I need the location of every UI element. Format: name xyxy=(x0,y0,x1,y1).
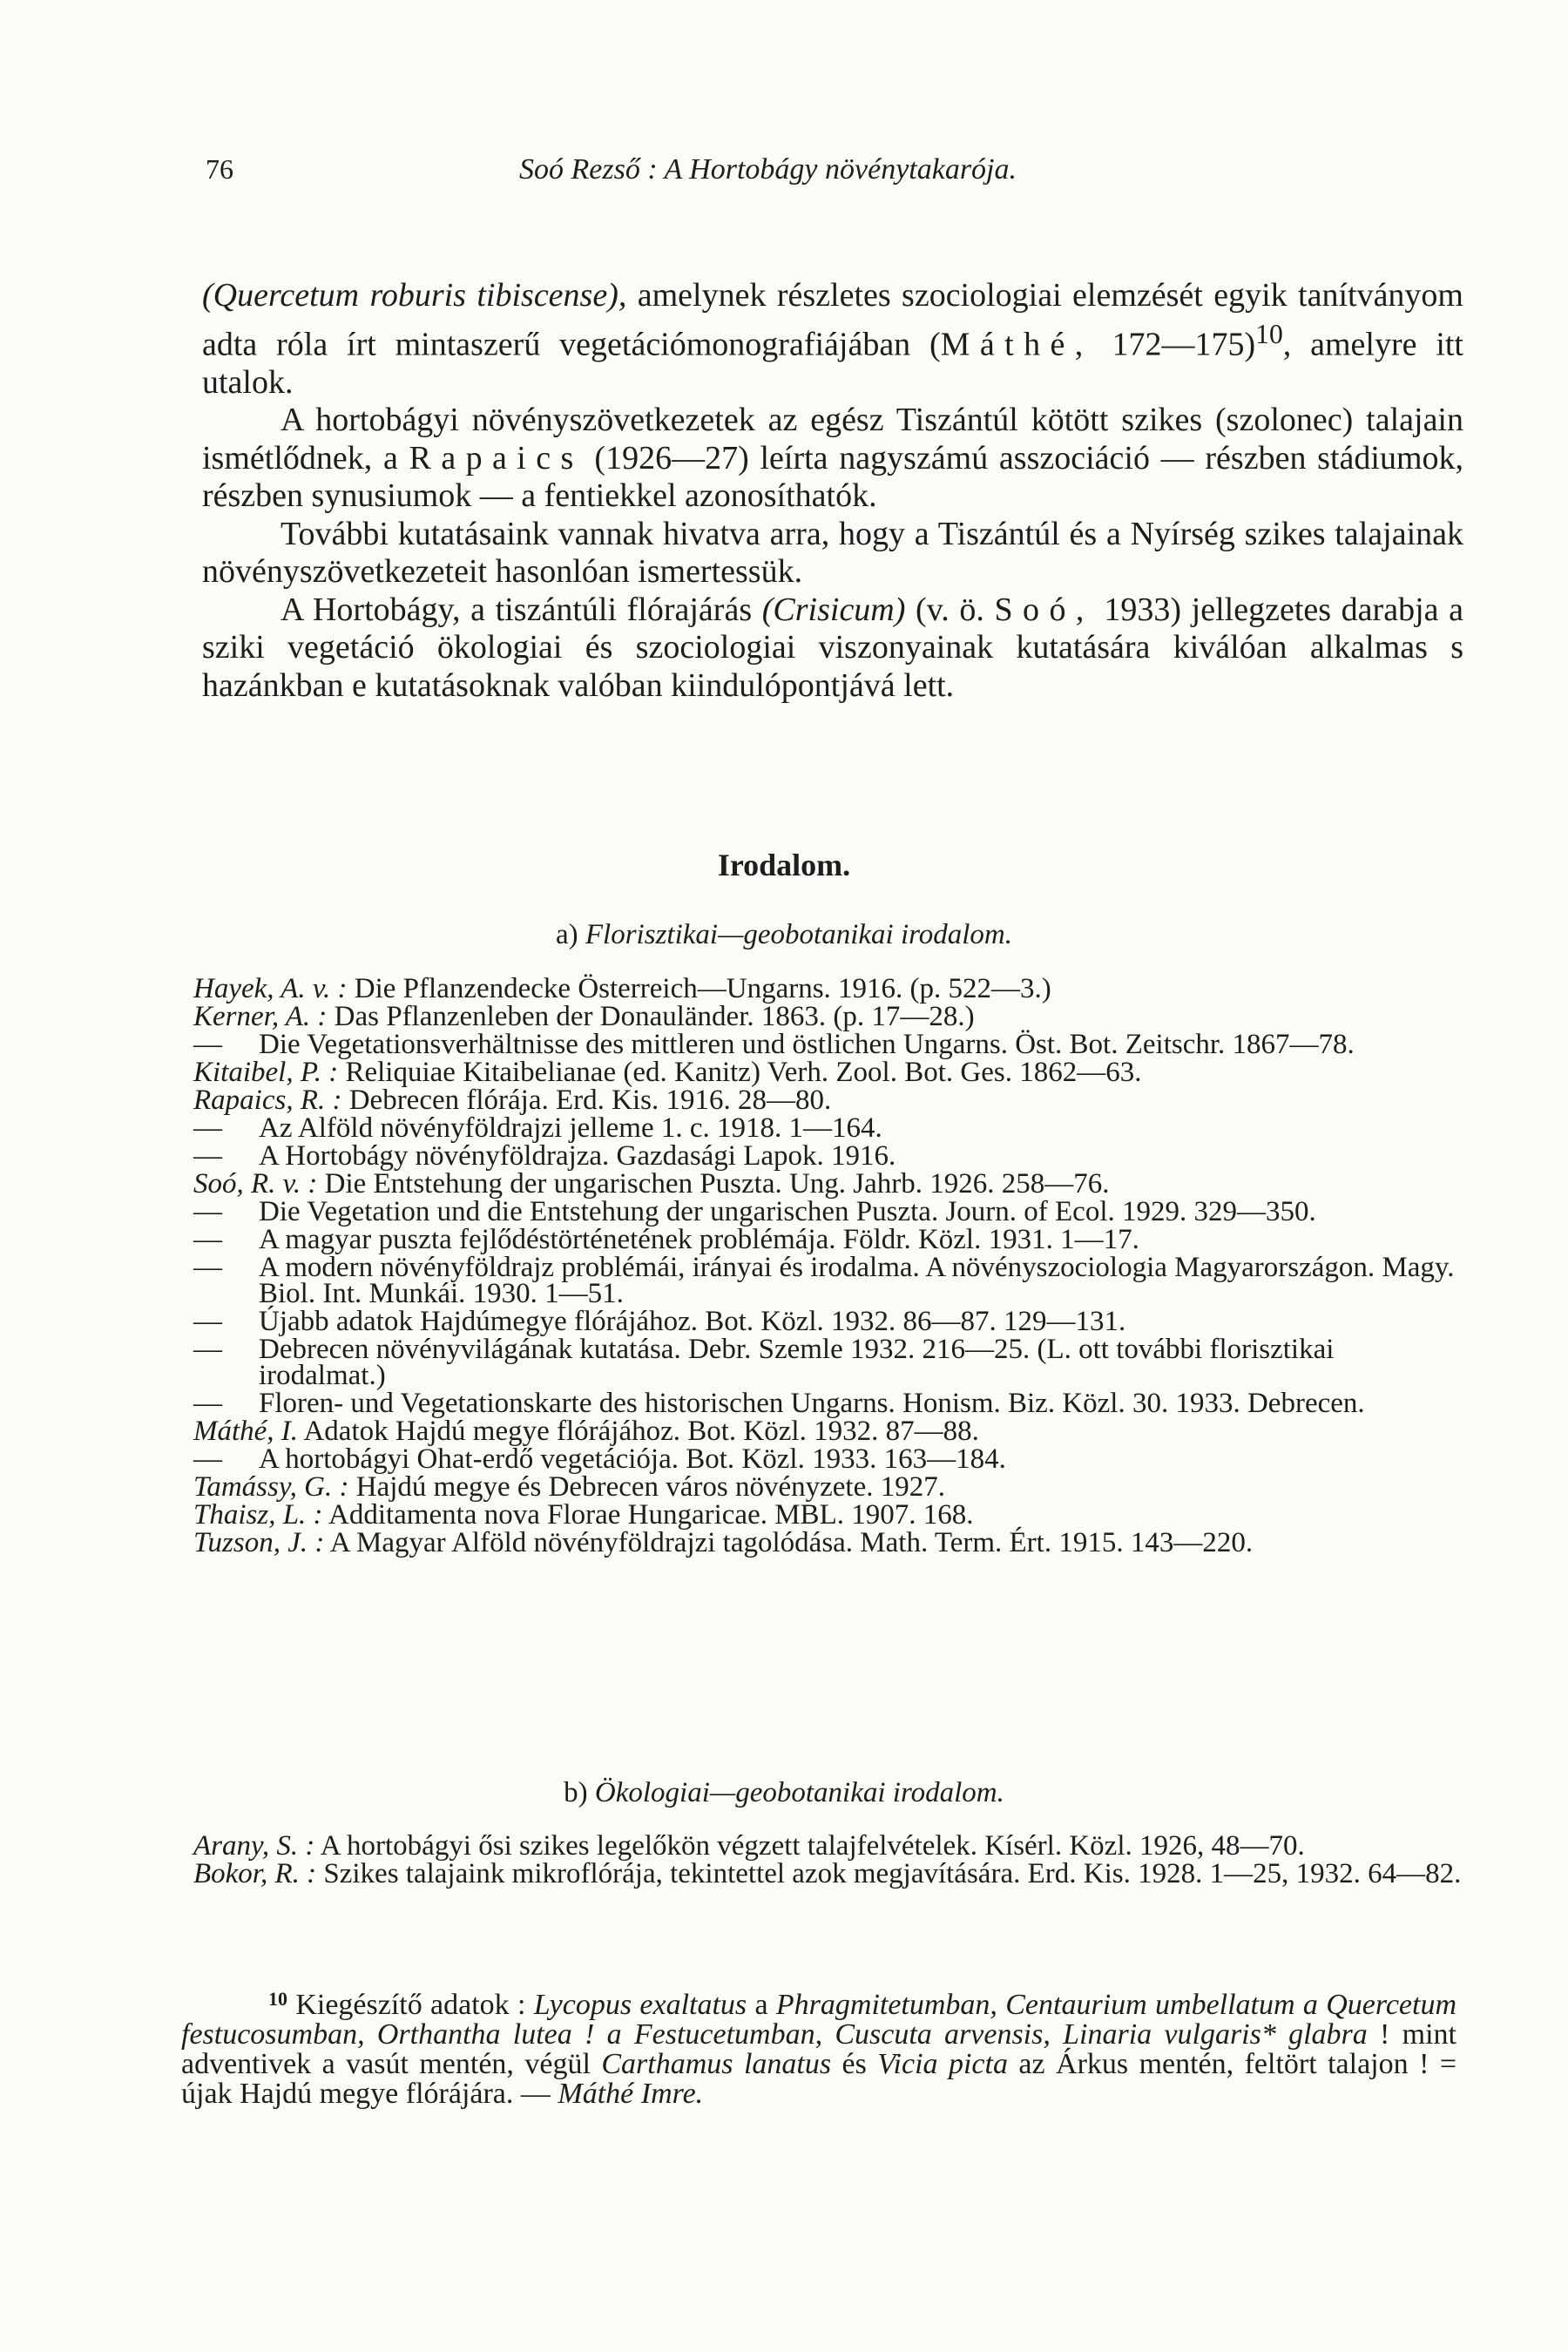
text-run: A Hortobágy, a tiszántúli flórajárás xyxy=(280,591,762,628)
text-run: Kiegészítő adatok : xyxy=(287,1989,534,2021)
reference-text: Reliquiae Kitaibelianae (ed. Kanitz) Verh. Zool. Bot. Ges. 1862—63. xyxy=(338,1057,1142,1088)
section-label: a) xyxy=(556,919,578,950)
reference-item xyxy=(193,1031,1465,1058)
reference-author: Máthé, I. xyxy=(193,1416,299,1447)
reference-author: Kerner, A. : xyxy=(193,1001,328,1032)
ditto-dash: — xyxy=(193,1029,222,1060)
reference-author: Arany, S. : xyxy=(193,1830,315,1862)
reference-item xyxy=(193,1336,1465,1389)
reference-author: Tamássy, G. : xyxy=(193,1471,349,1503)
footnote-reference: 10 xyxy=(1255,318,1283,349)
reference-text: Die Vegetationsverhältnisse des mittleren und östlichen Ungarns. Öst. Bot. Zeitschr. 1867—78. xyxy=(259,1029,1355,1060)
body-text xyxy=(202,277,1463,705)
paragraph-2 xyxy=(202,402,1463,516)
ditto-dash: — xyxy=(193,1224,222,1255)
reference-item xyxy=(193,1858,1465,1889)
reference-item xyxy=(193,1830,1465,1862)
reference-text: Die Entstehung der ungarischen Puszta. Ung. Jahrb. 1926. 258—76. xyxy=(317,1168,1110,1200)
text-run: (v. ö. xyxy=(905,591,995,628)
reference-item xyxy=(193,1057,1465,1088)
latin-name: (Crisicum) xyxy=(761,591,906,628)
reference-item xyxy=(193,1196,1465,1227)
running-title: Soó Rezső : A Hortobágy növénytakarója. xyxy=(519,153,1017,186)
reference-item xyxy=(193,1254,1465,1307)
reference-text: A hortobágyi Ohat-erdő vegetációja. Bot. Közl. 1933. 163—184. xyxy=(259,1443,1006,1475)
text-run: 1933) jellegzetes darabja a sziki vegetáció ökologiai és szociologiai viszonyainak kutatására kiválóan alkalmas s hazánkban e kutatásoknak valóban kiindulópontjává lett. xyxy=(202,591,1463,704)
reference-text: Adatok Hajdú megye flórájához. Bot. Közl. 1932. 87—88. xyxy=(298,1416,979,1447)
section-title: Florisztikai—geobotanikai irodalom. xyxy=(585,919,1012,950)
species-name: Vicia picta xyxy=(877,2048,1008,2080)
reference-item xyxy=(193,1308,1465,1335)
text-run: amelynek részletes szociologiai elemzését egyik tanítványom adta róla írt mintaszerű vegetációmonografiájában ( xyxy=(202,277,1463,363)
author-name: Rapaics xyxy=(409,439,584,476)
reference-item xyxy=(193,1224,1465,1255)
text-run: (1926—27) leírta nagyszámú asszociáció — részben stádiumok, részben synusiumok — a fentiekkel azonosíthatók. xyxy=(202,439,1464,515)
page-header xyxy=(206,153,1451,193)
reference-list-a xyxy=(193,973,1465,1558)
reference-text: Újabb adatok Hajdúmegye flórájához. Bot. Közl. 1932. 86—87. 129—131. xyxy=(259,1306,1126,1337)
footnote xyxy=(181,1984,1456,2109)
ditto-dash: — xyxy=(193,1196,222,1227)
reference-item xyxy=(193,1388,1465,1419)
section-b-heading xyxy=(0,1777,1568,1809)
reference-author: Bokor, R. : xyxy=(193,1858,317,1889)
reference-text: Az Alföld növényföldrajzi jelleme 1. c. 1918. 1—164. xyxy=(259,1112,882,1144)
reference-item xyxy=(193,1443,1465,1475)
reference-item xyxy=(193,1416,1465,1447)
reference-item xyxy=(193,1085,1465,1116)
reference-item xyxy=(193,1112,1465,1144)
reference-list-b xyxy=(193,1830,1465,1889)
species-name: Carthamus lanatus xyxy=(601,2048,832,2080)
author-name: Máthé, xyxy=(940,326,1093,363)
text-run: A hortobágyi növényszövetkezetek az egész Tiszántúl kötött szikes (szolonec) talajain ismétlődnek, a xyxy=(202,402,1463,476)
page-number: 76 xyxy=(206,153,233,185)
reference-author: Hayek, A. v. : xyxy=(193,973,348,1004)
ditto-dash: — xyxy=(193,1334,222,1365)
reference-text: Floren- und Vegetationskarte des historischen Ungarns. Honism. Biz. Közl. 30. 1933. Debrecen. xyxy=(259,1388,1365,1419)
section-title: Ökologiai—geobotanikai irodalom. xyxy=(594,1777,1004,1808)
reference-item xyxy=(193,1527,1465,1558)
reference-text: Die Vegetation und die Entstehung der ungarischen Puszta. Journ. of Ecol. 1929. 329—350. xyxy=(259,1196,1316,1227)
text-run: ! mint adventivek a vasút mentén, végül xyxy=(181,2018,1456,2080)
literature-heading: Irodalom. xyxy=(717,848,851,882)
section-label: b) xyxy=(564,1777,588,1808)
text-run: és xyxy=(831,2048,878,2080)
species-name: Festucetumban, Cuscuta arvensis, Linaria vulgaris* glabra xyxy=(633,2018,1368,2051)
ditto-dash: — xyxy=(193,1112,222,1144)
footnote-number: 10 xyxy=(268,1988,287,2010)
reference-text: A hortobágyi ősi szikes legelőkön végzett talajfelvételek. Kísérl. Közl. 1926, 48—70. xyxy=(314,1830,1305,1862)
signature: Máthé Imre. xyxy=(558,2078,704,2110)
species-name: Lycopus exaltatus xyxy=(533,1989,747,2021)
latin-name: (Quercetum roburis tibiscense), xyxy=(202,277,627,314)
reference-text: A Magyar Alföld növényföldrajzi tagolódása. Math. Term. Ért. 1915. 143—220. xyxy=(324,1527,1254,1558)
section-a-heading xyxy=(0,919,1568,951)
reference-author: Thaisz, L. : xyxy=(193,1499,323,1531)
ditto-dash: — xyxy=(193,1140,222,1172)
reference-text: A modern növényföldrajz problémái, irányai és irodalma. A növényszociologia Magyarországon. Magy. Biol. Int. Munkái. 1930. 1—51. xyxy=(259,1252,1455,1309)
text-run: ! a xyxy=(571,2018,634,2051)
reference-item xyxy=(193,1001,1465,1032)
reference-author: Soó, R. v. : xyxy=(193,1168,318,1200)
reference-text: Szikes talajaink mikroflórája, tekintettel azok megjavítására. Erd. Kis. 1928. 1—25, 1932. 64—82. xyxy=(316,1858,1462,1889)
paragraph-1 xyxy=(202,277,1463,402)
text-run: 172—175) xyxy=(1092,326,1256,363)
text-run: az Árkus mentén, feltört talajon ! = újak Hajdú megye flórájára. — xyxy=(181,2048,1457,2110)
reference-item xyxy=(193,973,1465,1004)
reference-text: Debrecen növényvilágának kutatása. Debr. Szemle 1932. 216—25. (L. ott további florisztikai irodalmat.) xyxy=(259,1334,1335,1391)
text-run: a xyxy=(747,1989,776,2021)
reference-text: Die Pflanzendecke Österreich—Ungarns. 1916. (p. 522—3.) xyxy=(347,973,1051,1004)
reference-author: Tuzson, J. : xyxy=(193,1527,325,1558)
reference-item xyxy=(193,1140,1465,1172)
ditto-dash: — xyxy=(193,1252,222,1283)
reference-text: Hajdú megye és Debrecen város növényzete. 1927. xyxy=(348,1471,945,1503)
text-run: a xyxy=(1294,1989,1327,2021)
reference-author: Rapaics, R. : xyxy=(193,1085,342,1116)
reference-item xyxy=(193,1499,1465,1531)
text-run: , amelyre itt utalok. xyxy=(202,326,1463,401)
reference-text: Additamenta nova Florae Hungaricae. MBL. 1907. 168. xyxy=(322,1499,974,1531)
author-name: Soó, xyxy=(994,591,1094,628)
ditto-dash: — xyxy=(193,1388,222,1419)
ditto-dash: — xyxy=(193,1306,222,1337)
reference-text: A magyar puszta fejlődéstörténetének problémája. Földr. Közl. 1931. 1—17. xyxy=(259,1224,1139,1255)
ditto-dash: — xyxy=(193,1443,222,1475)
species-name: Phragmitetumban, Centaurium umbellatum xyxy=(775,1989,1295,2021)
reference-item xyxy=(193,1471,1465,1503)
reference-text: Debrecen flórája. Erd. Kis. 1916. 28—80. xyxy=(341,1085,832,1116)
reference-text: Das Pflanzenleben der Donauländer. 1863. (p. 17—28.) xyxy=(327,1001,975,1032)
reference-item xyxy=(193,1168,1465,1200)
reference-author: Kitaibel, P. : xyxy=(193,1057,339,1088)
species-name: Quercetum festucosumban, Orthantha lutea xyxy=(181,1989,1457,2051)
paragraph-4 xyxy=(202,591,1463,706)
reference-text: A Hortobágy növényföldrajza. Gazdasági Lapok. 1916. xyxy=(259,1140,896,1172)
paragraph-3: További kutatásaink vannak hivatva arra, hogy a Tiszántúl és a Nyírség szikes talajainak növényszövetkezeteit hasonlóan ismertessük. xyxy=(202,515,1463,591)
